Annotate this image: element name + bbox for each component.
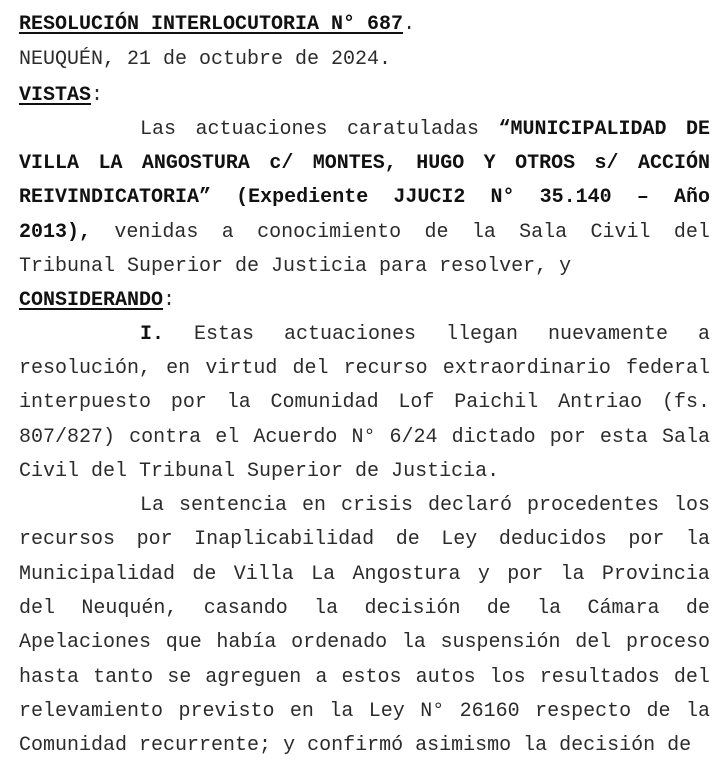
word: actuaciones: [195, 118, 328, 141]
word: Año: [673, 186, 710, 210]
resolution-title-text: RESOLUCIÓN INTERLOCUTORIA N° 687: [19, 13, 404, 36]
resolution-title-period: .: [403, 13, 416, 36]
text-line: [19, 390, 710, 416]
text-line: [19, 254, 710, 280]
word: I.: [140, 323, 165, 346]
word: Comunidad: [19, 734, 128, 758]
word: La: [140, 494, 165, 517]
word: asimismo: [415, 734, 512, 758]
word: ANGOSTURA: [141, 152, 250, 176]
text-line: [19, 459, 710, 485]
word: estos: [341, 665, 402, 689]
word: proceso: [625, 631, 710, 655]
word: por: [136, 528, 173, 552]
word: la: [523, 734, 548, 758]
word: resolución,: [19, 357, 152, 381]
text-line: [19, 425, 710, 451]
word: Cámara: [587, 596, 660, 620]
word: de: [646, 699, 671, 723]
word: REIVINDICATORIA”: [19, 186, 212, 210]
considerando-heading-colon: :: [163, 289, 176, 312]
word: ACCIÓN: [637, 152, 710, 176]
word: previsto: [178, 699, 275, 723]
word: Paichil: [454, 391, 539, 415]
word: Antriao: [558, 391, 643, 415]
word: recursos: [19, 528, 116, 552]
word: resultados: [539, 665, 660, 689]
word: actuaciones: [283, 323, 416, 346]
word: extraordinario: [442, 357, 611, 381]
word: Y: [483, 152, 496, 176]
word: decisión: [559, 734, 656, 758]
word: s/: [594, 152, 619, 176]
word: había: [216, 631, 277, 655]
word: autos: [415, 665, 476, 689]
word: Villa: [233, 562, 294, 586]
word: del: [673, 220, 710, 244]
word: ordenado: [291, 631, 388, 655]
word: del: [19, 596, 56, 620]
word: Lof: [398, 391, 435, 415]
word: declaró: [427, 494, 512, 517]
word: la: [560, 562, 585, 586]
word: 807/827): [19, 425, 116, 449]
word: “MUNICIPALIDAD: [498, 118, 667, 141]
word: dictado: [451, 425, 536, 449]
word: de: [424, 220, 449, 244]
word: OTROS: [515, 152, 576, 176]
word: Tribunal Superior de Justicia para resolver, y: [19, 254, 572, 278]
vistas-heading-text: VISTAS: [19, 84, 92, 107]
word: recurso: [343, 357, 428, 381]
word: Sala: [519, 220, 568, 244]
word: suspensión: [440, 631, 561, 655]
word: a: [697, 323, 710, 346]
word: HUGO: [416, 152, 465, 176]
word: Ley: [368, 699, 405, 723]
word: de: [685, 596, 710, 620]
word: de: [395, 528, 420, 552]
word: por: [170, 391, 207, 415]
resolution-title: [19, 12, 710, 38]
word: la: [537, 596, 562, 620]
word: La: [311, 562, 336, 586]
word: JJUCI2: [393, 186, 466, 210]
word: 6/24: [389, 425, 438, 449]
word: por: [507, 562, 544, 586]
word: (Expediente: [236, 186, 369, 210]
word: contra: [129, 425, 202, 449]
word: agreguen: [205, 665, 302, 689]
word: N°: [420, 699, 445, 723]
text-line: [19, 596, 710, 622]
word: esta: [599, 425, 648, 449]
text-line: [19, 151, 710, 177]
word: Inaplicabilidad: [194, 528, 375, 552]
word: VILLA: [19, 152, 80, 176]
date-line-text: NEUQUÉN, 21 de octubre de 2024.: [19, 48, 392, 71]
considerando-heading: [19, 288, 710, 314]
text-line: [19, 630, 710, 656]
word: la: [401, 631, 426, 655]
word: la: [314, 596, 339, 620]
word: conocimiento: [257, 220, 402, 244]
word: –: [636, 186, 649, 210]
text-line: [19, 733, 710, 759]
word: DE: [685, 118, 710, 141]
text-line: [19, 322, 710, 348]
word: venidas: [114, 220, 199, 244]
word: del: [673, 665, 710, 689]
text-line: [19, 699, 710, 725]
word: la: [685, 699, 710, 723]
text-line: [19, 527, 710, 553]
word: los: [673, 494, 710, 517]
word: de: [192, 562, 217, 586]
text-line: [19, 356, 710, 382]
word: tanto: [93, 665, 154, 689]
word: en: [166, 357, 191, 381]
text-line: [19, 493, 710, 519]
word: MONTES,: [312, 152, 397, 176]
word: hasta: [19, 665, 80, 689]
word: Provincia: [601, 562, 710, 586]
word: la: [329, 699, 354, 723]
word: interpuesto: [19, 391, 152, 415]
word: por: [628, 528, 665, 552]
vistas-heading: [19, 83, 710, 109]
word: Apelaciones: [19, 631, 152, 655]
word: el: [215, 425, 240, 449]
text-line: [19, 562, 710, 588]
word: la: [226, 391, 251, 415]
word: a: [221, 220, 234, 244]
word: N°: [351, 425, 376, 449]
word: Ley: [441, 528, 478, 552]
word: de: [667, 734, 692, 758]
word: Las: [140, 118, 177, 141]
word: procedentes: [526, 494, 659, 517]
word: a: [315, 665, 328, 689]
word: se: [167, 665, 192, 689]
word: por: [549, 425, 586, 449]
word: Neuquén,: [81, 596, 178, 620]
word: 35.140: [539, 186, 612, 210]
word: de: [486, 596, 511, 620]
word: nuevamente: [547, 323, 668, 346]
date-line: [19, 47, 710, 73]
word: sentencia: [178, 494, 288, 517]
word: LA: [98, 152, 123, 176]
word: llegan: [445, 323, 518, 346]
word: que: [165, 631, 202, 655]
text-line: [19, 185, 710, 211]
word: en: [289, 699, 314, 723]
word: en: [301, 494, 326, 517]
word: respecto: [535, 699, 632, 723]
word: 26160: [459, 699, 520, 723]
word: Comunidad: [270, 391, 379, 415]
word: Civil: [590, 220, 651, 244]
word: del: [575, 631, 612, 655]
word: la: [685, 528, 710, 552]
word: y: [477, 562, 490, 586]
word: federal: [625, 357, 710, 381]
word: Sala: [661, 425, 710, 449]
word: Angostura: [352, 562, 461, 586]
word: crisis: [340, 494, 413, 517]
word: 2013),: [19, 220, 92, 244]
word: c/: [269, 152, 294, 176]
word: decisión: [364, 596, 461, 620]
word: virtud: [205, 357, 278, 381]
word: Estas: [193, 323, 254, 346]
word: del: [292, 357, 329, 381]
word: Civil del Tribunal Superior de Justicia.: [19, 459, 500, 483]
text-line: [19, 117, 710, 143]
word: los: [489, 665, 526, 689]
word: (fs.: [661, 391, 710, 415]
considerando-heading-text: CONSIDERANDO: [19, 289, 164, 312]
word: Municipalidad: [19, 562, 176, 586]
word: casando: [203, 596, 288, 620]
word: recurrente;: [139, 734, 272, 758]
text-line: [19, 665, 710, 691]
word: relevamiento: [19, 699, 164, 723]
word: N°: [490, 186, 515, 210]
word: caratuladas: [346, 118, 480, 141]
word: y: [283, 734, 296, 758]
text-line: [19, 220, 710, 246]
word: confirmó: [307, 734, 404, 758]
word: deducidos: [498, 528, 607, 552]
word: Acuerdo: [253, 425, 338, 449]
word: la: [471, 220, 496, 244]
vistas-heading-colon: :: [91, 84, 104, 107]
